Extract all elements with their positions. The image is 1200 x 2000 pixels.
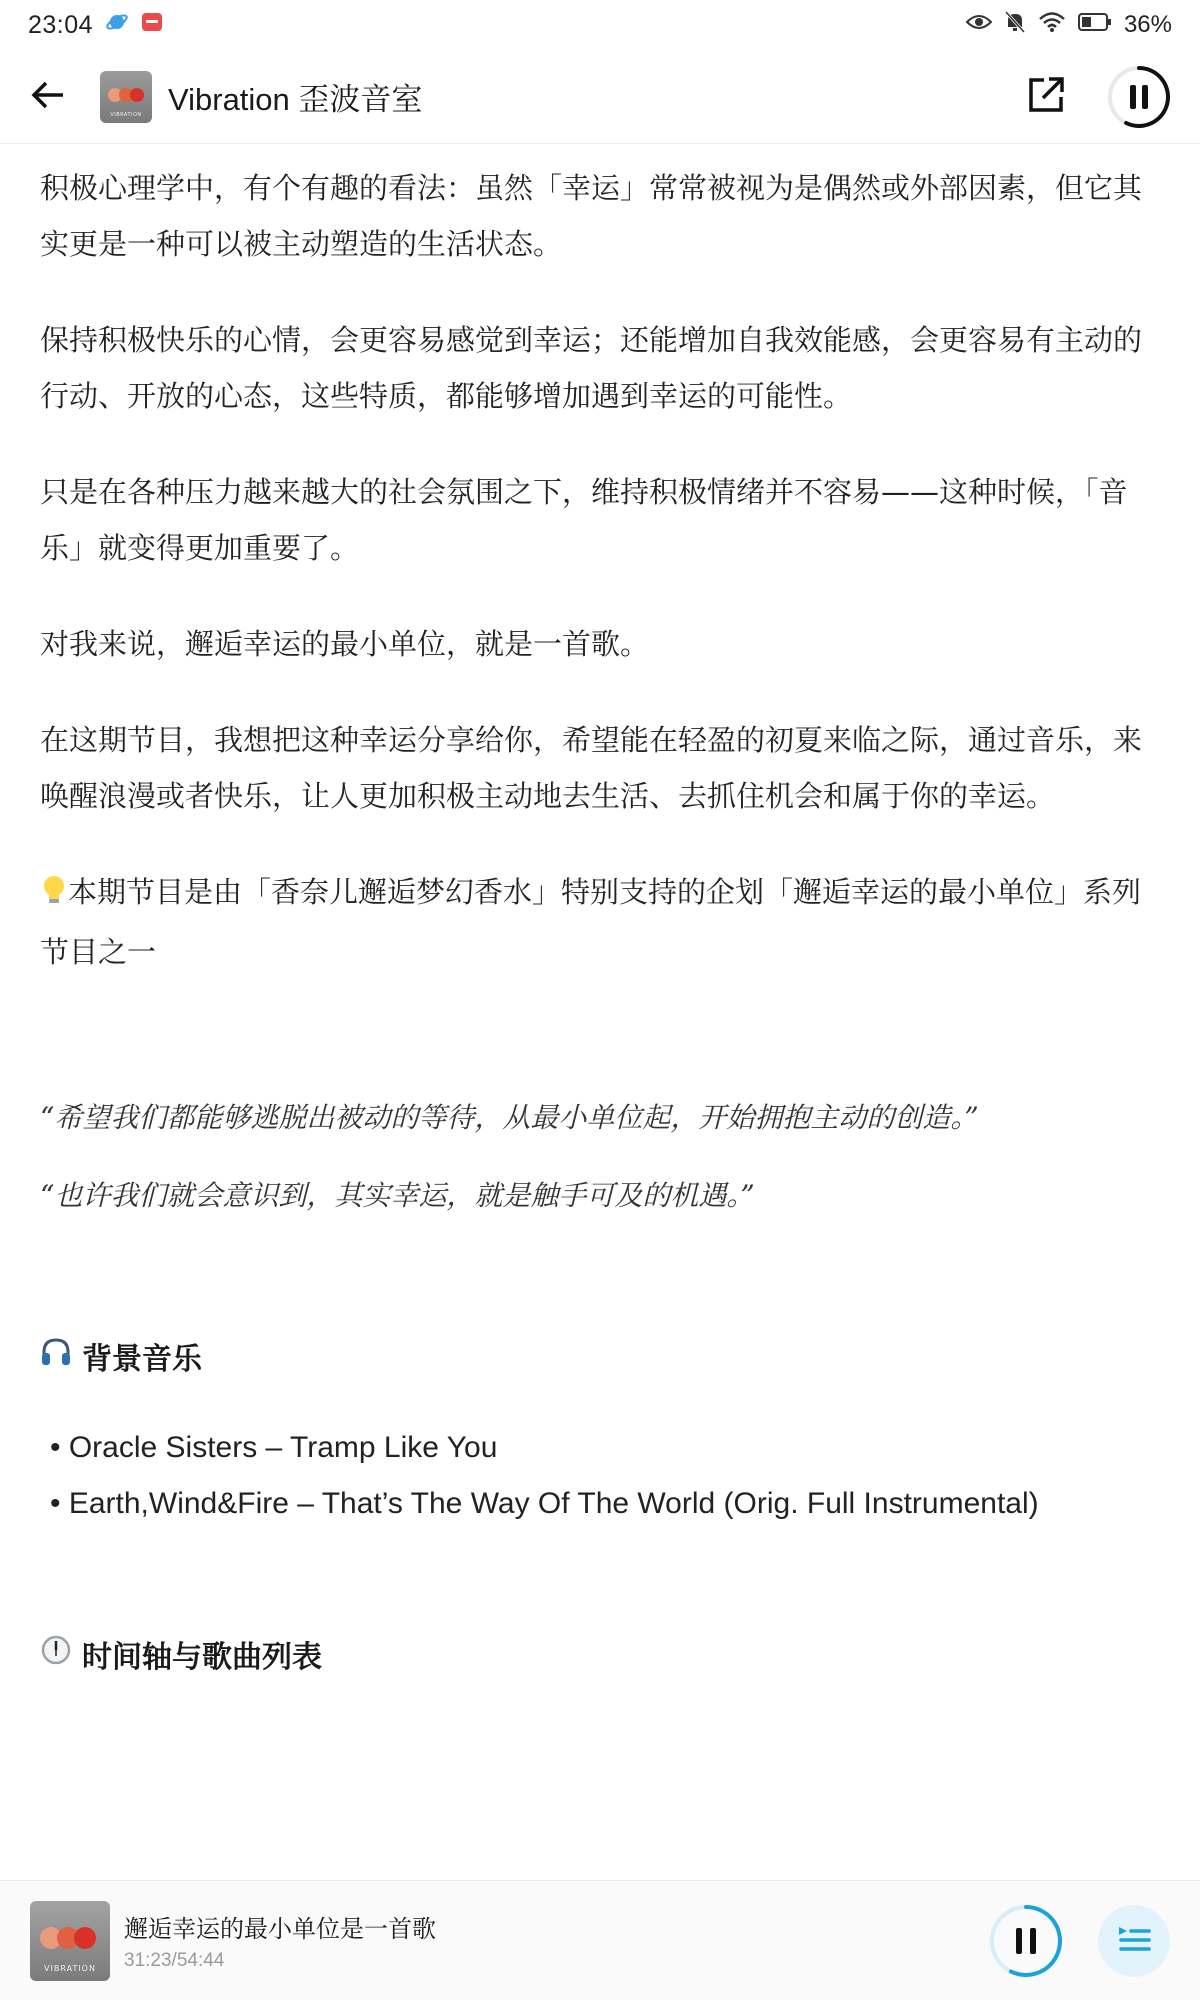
share-button[interactable] [1022,73,1070,121]
planet-app-icon [105,10,129,40]
back-button[interactable] [28,77,68,117]
mini-player-controls [988,1903,1170,1979]
playback-time: 31:23/54:44 [124,1950,225,1971]
share-external-icon [1026,75,1066,119]
app-notification-icon [141,11,163,39]
podcast-cover[interactable] [100,71,152,123]
lightbulb-icon [40,868,68,924]
list-item: • Oracle Sisters – Tramp Like You [40,1420,1160,1476]
paragraph: 在这期节目，我想把这种幸运分享给你，希望能在轻盈的初夏来临之际，通过音乐，来唤醒浪漫或者快乐，让人更加积极主动地去生活、去抓住机会和属于你的幸运。 [40,723,1143,813]
quote: “希望我们都能够逃脱出被动的等待，从最小单位起，开始拥抱主动的创造。” [40,1101,979,1134]
bgm-song-list [40,1420,1160,1532]
paragraph: 对我来说，邂逅幸运的最小单位，就是一首歌。 [40,627,650,661]
arrow-left-icon [31,80,65,114]
clock-icon [40,1634,72,1674]
paragraph: 保持积极快乐的心情，会更容易感觉到幸运；还能增加自我效能感，会更容易有主动的行动、开放的心态，这些特质，都能够增加遇到幸运的可能性。 [40,323,1143,413]
mini-pause-button[interactable] [988,1903,1064,1979]
top-bar [0,50,1200,144]
paragraph: 积极心理学中，有个有趣的看法：虽然「幸运」常常被视为是偶然或外部因素，但它其实更是一种可以被主动塑造的生活状态。 [40,171,1143,261]
cover-tag: VIBRATION [110,111,142,118]
paragraph: 只是在各种压力越来越大的社会氛围之下，维持积极情绪并不容易——这种时候，「音乐」就变得更加重要了。 [40,475,1128,565]
status-bar [0,0,1200,50]
mini-player-cover[interactable] [30,1901,110,1981]
playlist-button[interactable] [1098,1905,1170,1977]
eye-icon [966,12,992,38]
timeline-title: 时间轴与歌曲列表 [82,1640,322,1675]
bgm-section-title [40,1334,1160,1378]
list-item: • Earth,Wind&Fire – That’s The Way Of The World (Orig. Full Instrumental) [40,1476,1160,1532]
podcast-name[interactable]: Vibration 歪波音室 [168,82,423,117]
timeline-section-title [40,1632,1160,1676]
header-pause-button[interactable] [1106,64,1172,130]
bgm-title: 背景音乐 [82,1342,202,1377]
mini-player-info[interactable] [124,1909,436,1972]
mini-player[interactable] [0,1880,1200,2000]
mute-bell-icon [1004,10,1026,40]
cover-tag: VIBRATION [44,1963,96,1973]
battery-percent: 36% [1123,11,1172,38]
pause-icon [1106,64,1172,130]
headphones-icon [40,1336,72,1376]
header-actions [1022,64,1172,130]
episode-title: 邂逅幸运的最小单位是一首歌 [124,1915,436,1943]
sponsor-note [40,864,1160,980]
status-right-cluster [966,10,1172,40]
pause-icon [988,1903,1064,1979]
sponsor-note-text: 本期节目是由「香奈儿邂逅梦幻香水」特别支持的企划「邂逅幸运的最小单位」系列节目之一 [40,875,1142,969]
episode-description [40,160,1160,1676]
quote: “也许我们就会意识到，其实幸运，就是触手可及的机遇。” [40,1179,755,1212]
playlist-icon [1117,1924,1151,1958]
battery-icon [1078,12,1112,38]
status-time: 23:04 [28,10,94,39]
wifi-icon [1038,11,1066,39]
